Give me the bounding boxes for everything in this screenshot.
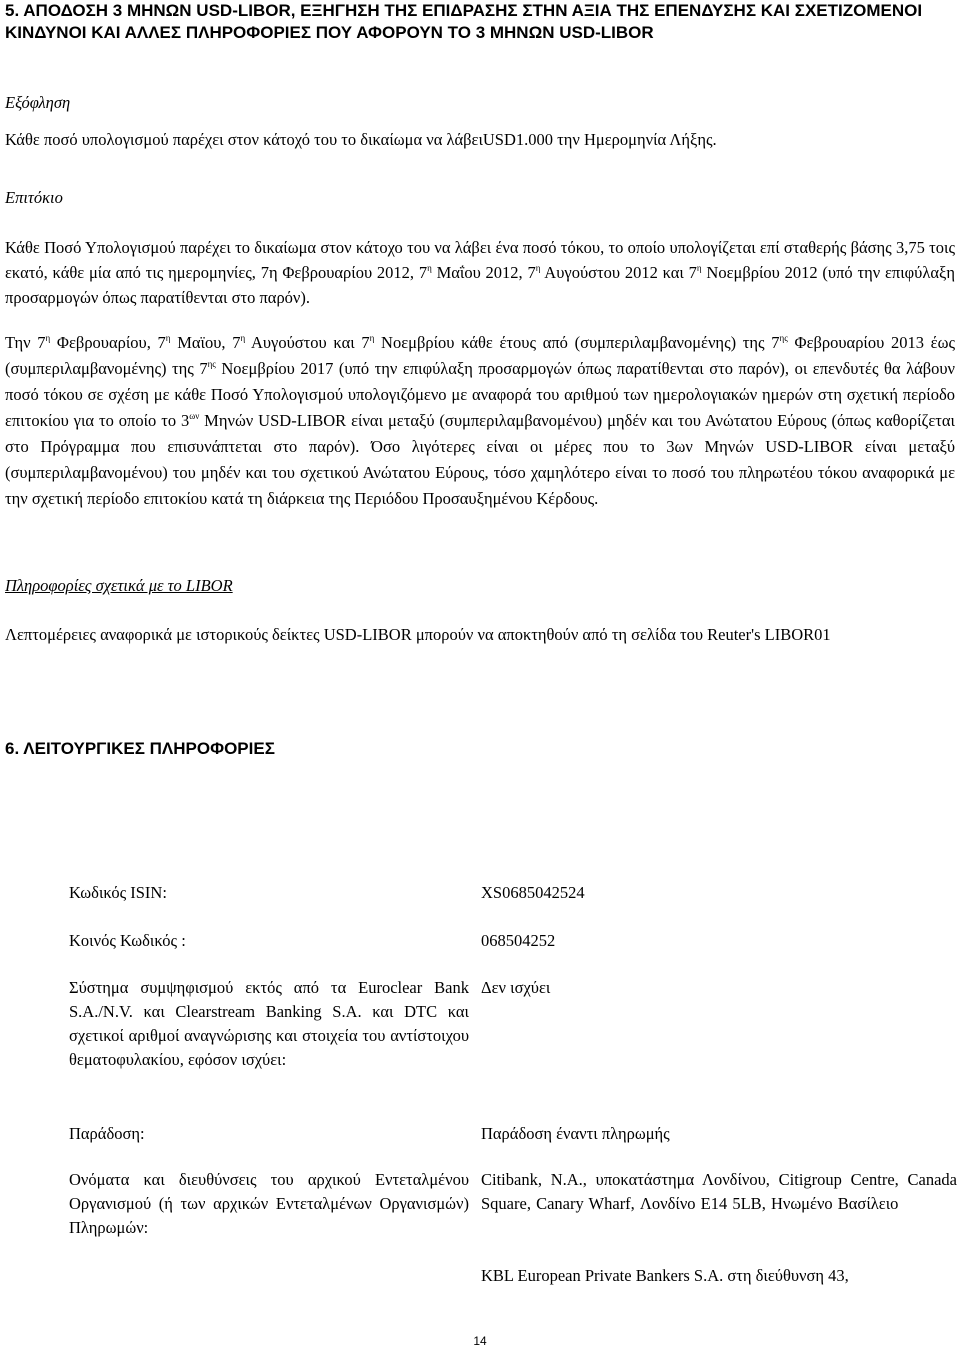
paying-agents-label: Ονόματα και διευθύνσεις του αρχικού Εντεταλμένου Οργανισμού (ή των αρχικών Εντεταλμένων Οργανισμών) Πληρωμών: bbox=[69, 1170, 469, 1237]
libor-info-text: Λεπτομέρειες αναφορικά με ιστορικούς δείκτες USD-LIBOR μπορούν να αποκτηθούν από τη σελίδα του Reuter's LIBOR01 bbox=[5, 625, 831, 644]
common-code-value: 068504252 bbox=[481, 931, 556, 950]
interest-title: Επιτόκιο bbox=[5, 188, 63, 207]
redemption-title: Εξόφληση bbox=[5, 93, 71, 112]
redemption-text: Κάθε ποσό υπολογισμού παρέχει στον κάτοχό του το δικαίωμα να λάβειUSD1.000 την Ημερομηνία Λήξης. bbox=[5, 130, 717, 149]
interest-paragraph-2: Την $7^\eta$ Φεβρουαρίου, $7^\eta$ Μαϊου, $7^\eta$ Αυγούστου και $7^\eta$ Νοεμβρίου κάθε έτους από (συμπεριλαμβανομένης) της $7^{\eta\varsigma}$ Φεβρουαρίου 2013 έως (συμπεριλαμβανομένης) της $7^{\eta\varsigma}$ Νοεμβρίου 2017 (υπό την επιφύλαξη προσαρμογών όπως παρατίθενται στο παρόν), οι επενδυτές θα λάβουν ποσό τόκου σε σχέση με κάθε Ποσό Υπολογισμού υπολογιζόμενο με αναφορά του αριθμού των ημερολογιακών ημερών στη σχετική περίοδο επιτοκίου για το οποίο το $3^{\omega\nu}$ Μηνών USD-LIBOR είναι μεταξύ (συμπεριλαμβανομένου) μηδέν και του Ανώτατου Εύρους (όπως καθορίζεται στο Πρόγραμμα που επισυνάπτεται στο παρόν). Όσο λιγότερες είναι οι μέρες που το 3ων Μηνών USD-LIBOR είναι μεταξύ (συμπεριλαμβανομένου) του μηδέν και του σχετικού Ανώτατου Εύρους, τόσο χαμηλότερο είναι το ποσό του πληρωτέου τόκου αναφορικά με την σχετική περίοδο επιτοκίου κατά τη διάρκεια της Περιόδου Προσαυξημένου Κέρδους. bbox=[5, 333, 956, 508]
libor-info-title: Πληροφορίες σχετικά με το LIBOR bbox=[5, 576, 233, 595]
page-number: 14 bbox=[473, 1334, 487, 1348]
delivery-value: Παράδοση έναντι πληρωμής bbox=[481, 1124, 670, 1143]
clearing-system-value: Δεν ισχύει bbox=[481, 978, 551, 997]
isin-value: XS0685042524 bbox=[481, 883, 585, 902]
delivery-label: Παράδοση: bbox=[69, 1124, 145, 1143]
section-5-heading: 5. ΑΠΟΔΟΣΗ 3 ΜΗΝΩΝ USD-LIBOR, ΕΞΗΓΗΣΗ ΤΗΣ ΕΠΙΔΡΑΣΗΣ ΣΤΗΝ ΑΞΙΑ ΤΗΣ ΕΠΕΝΔΥΣΗΣ ΚΑΙ ΣΧΕΤΙΖΟΜΕΝΟΙ ΚΙΝΔΥΝΟΙ ΚΑΙ ΑΛΛΕΣ ΠΛΗΡΟΦΟΡΙΕΣ ΠΟΥ ΑΦΟΡΟΥΝ ΤΟ 3 ΜΗΝΩΝ USD-LIBOR bbox=[5, 1, 923, 42]
interest-paragraph-1: Κάθε Ποσό Υπολογισμού παρέχει το δικαίωμα στον κάτοχο του να λάβει ένα ποσό τόκου, το οποίο υπολογίζεται επί σταθερής βάσης 3,75 τοις εκατό, κάθε μία από τις ημερομηνίες, 7η Φεβρουαρίου 2012, $7^\eta$ Μαΐου 2012, $7^\eta$ Αυγούστου 2012 και $7^\eta$ Νοεμβρίου 2012 (υπό την επιφύλαξη προσαρμογών όπως παρατίθενται στο παρόν). bbox=[5, 238, 955, 307]
clearing-system-label: Σύστημα συμψηφισμού εκτός από τα Euroclear Bank S.A./N.V. και Clearstream Banking S.A. και DTC και σχετικοί αριθμοί αναγνώρισης και στοιχεία του αντίστοιχου θεματοφυλακίου, εφόσον ισχύει: bbox=[69, 978, 469, 1069]
paying-agents-value: Citibank, N.A., υποκατάστημα Λονδίνου, Citigroup Centre, Canada Square, Canary Wharf, Λονδίνο E14 5LB, Ηνωμένο Βασίλειο bbox=[481, 1170, 957, 1213]
isin-label: Κωδικός ISIN: bbox=[69, 883, 167, 902]
section-6-heading: 6. ΛΕΙΤΟΥΡΓΙΚΕΣ ΠΛΗΡΟΦΟΡΙΕΣ bbox=[5, 739, 275, 758]
common-code-label: Κοινός Κωδικός : bbox=[69, 931, 186, 950]
paying-agent-kbl-value: KBL European Private Bankers S.A. στη διεύθυνση 43, bbox=[481, 1266, 849, 1285]
